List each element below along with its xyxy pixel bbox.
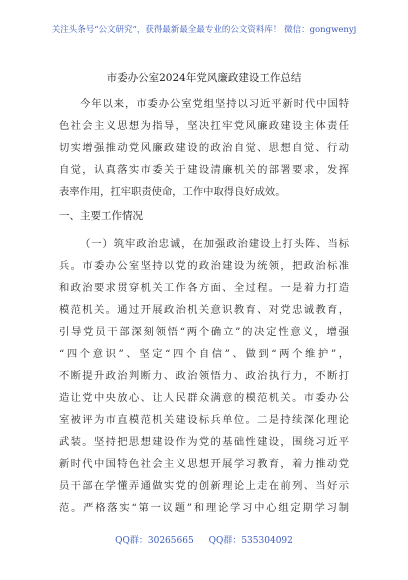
body-line: 新时代中国特色社会主义思想开展学习教育，着力推动党 — [59, 458, 349, 470]
body-line: “四个意识”、坚定“四个自信”、做到“两个维护”， — [59, 348, 349, 360]
body-line: 和政治要求贯穿机关工作各方面、全过程。一是着力打造 — [59, 282, 349, 294]
body-line: 范。严格落实“第一议题”和理论学习中心组定期学习制 — [59, 502, 349, 514]
body-line: 引导党员干部深刻领悟“两个确立”的决定性意义，增强 — [59, 326, 349, 338]
intro-line: 今年以来，市委办公室党组坚持以习近平新时代中国特 — [80, 98, 349, 110]
header-banner: 关注头条号“公文研究”，获得最新最全最专业的公文资料库！ 微信：gongwenyj — [51, 25, 357, 35]
body-line: 室被评为市直模范机关建设标兵单位。二是持续深化理论 — [59, 414, 349, 426]
footer-qq-groups — [0, 535, 408, 547]
body-line: （一）筑牢政治忠诚，在加强政治建设上打头阵、当标 — [80, 238, 349, 250]
section-heading: 一、主要工作情况 — [59, 210, 143, 222]
body-line: 模范机关。通过开展政治机关意识教育、对党忠诚教育， — [59, 304, 349, 316]
body-line: 武装。坚持把思想建设作为党的基础性建设，围绕习近平 — [59, 436, 349, 448]
document-title: 市委办公室2024年党风廉政建设工作总结 — [106, 72, 302, 84]
qq-group-right: QQ群：535304092 — [208, 536, 293, 546]
section1-paragraph — [59, 233, 349, 519]
intro-line: 表率作用，扛牢职责使命，工作中取得良好成效。 — [59, 186, 286, 198]
intro-line: 自觉，认真落实市委关于建设清廉机关的部署要求，发挥 — [59, 164, 349, 176]
body-line: 不断提升政治判断力、政治领悟力、政治执行力，不断打 — [59, 370, 349, 382]
body-line: 员干部在学懂弄通做实党的创新理论上走在前列、当好示 — [59, 480, 349, 492]
intro-line: 色社会主义思想为指导，坚决扛牢党风廉政建设主体责任 — [59, 120, 349, 132]
intro-line: 切实增强推动党风廉政建设的政治自觉、思想自觉、行动 — [59, 142, 349, 154]
intro-paragraph — [59, 93, 349, 203]
body-line: 兵。市委办公室坚持以党的政治建设为统领，把政治标准 — [59, 260, 349, 272]
body-line: 造让党中央放心、让人民群众满意的模范机关。市委办公 — [59, 392, 349, 404]
qq-group-left: QQ群：30265665 — [115, 536, 194, 546]
